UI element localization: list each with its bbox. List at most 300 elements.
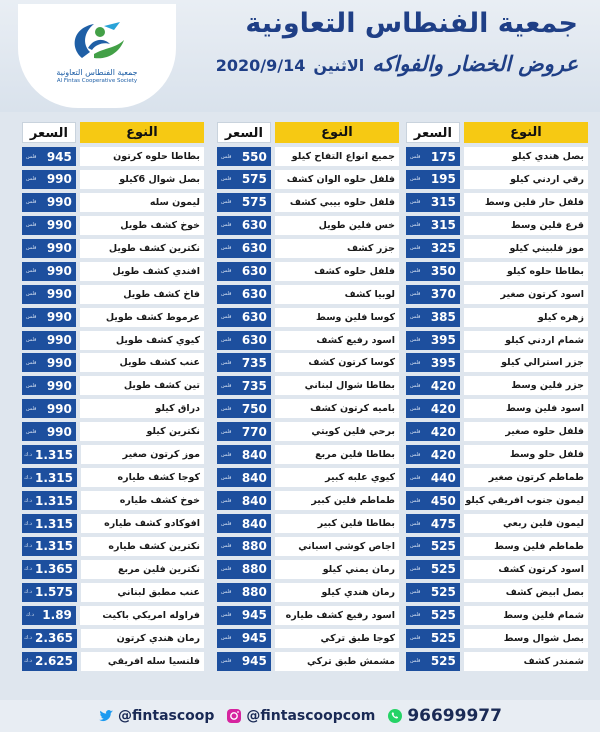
price-value: 630 bbox=[241, 287, 267, 302]
instagram-handle[interactable] bbox=[226, 708, 375, 724]
price-value: 990 bbox=[46, 378, 72, 393]
price-unit: فلس bbox=[221, 566, 232, 573]
item-name: اسود رفيع كشف bbox=[275, 331, 399, 350]
price-cell bbox=[217, 560, 271, 579]
item-name: كوسا كرتون كشف bbox=[275, 353, 399, 372]
type-header: النوع bbox=[275, 122, 399, 143]
price-row bbox=[217, 147, 399, 166]
item-name: عنب كشف طويل bbox=[80, 353, 204, 372]
price-cell bbox=[406, 216, 460, 235]
price-unit: فلس bbox=[221, 268, 232, 275]
item-name: خس فلين طويل bbox=[275, 216, 399, 235]
price-value: 735 bbox=[241, 378, 267, 393]
price-unit: د.ك bbox=[24, 451, 33, 458]
price-row bbox=[22, 629, 204, 648]
price-unit: د.ك bbox=[24, 543, 33, 550]
price-value: 525 bbox=[430, 631, 456, 646]
price-value: 630 bbox=[241, 310, 267, 325]
price-row bbox=[22, 376, 204, 395]
price-cell bbox=[406, 285, 460, 304]
item-name: اسود كرتون كشف bbox=[464, 560, 588, 579]
item-name: باميه كرتون كشف bbox=[275, 399, 399, 418]
price-row bbox=[22, 308, 204, 327]
price-row bbox=[22, 216, 204, 235]
price-unit: فلس bbox=[410, 474, 421, 481]
price-row bbox=[22, 606, 204, 625]
subtitle-date: 2020/9/14 bbox=[215, 56, 306, 75]
price-row bbox=[22, 285, 204, 304]
price-row bbox=[406, 147, 588, 166]
price-row bbox=[217, 262, 399, 281]
price-value: 195 bbox=[430, 172, 456, 187]
price-value: 945 bbox=[241, 608, 267, 623]
price-cell bbox=[22, 422, 76, 441]
price-unit: فلس bbox=[410, 658, 421, 665]
page-title: جمعية الفنطاس التعاونية bbox=[245, 8, 578, 39]
price-unit: فلس bbox=[221, 314, 232, 321]
price-value: 630 bbox=[241, 218, 267, 233]
item-name: ليمون جنوب افريقي كيلو bbox=[464, 491, 588, 510]
price-unit: د.ك bbox=[24, 658, 33, 665]
footer bbox=[0, 700, 600, 732]
price-cell bbox=[406, 560, 460, 579]
price-value: 1.315 bbox=[35, 516, 73, 531]
price-cell bbox=[217, 147, 271, 166]
price-unit: فلس bbox=[26, 382, 37, 389]
price-value: 525 bbox=[430, 654, 456, 669]
price-cell bbox=[217, 445, 271, 464]
price-row bbox=[217, 399, 399, 418]
item-name: موز فلبيني كيلو bbox=[464, 239, 588, 258]
price-unit: د.ك bbox=[24, 589, 33, 596]
item-name: كوجا طبق تركي bbox=[275, 629, 399, 648]
whatsapp-number[interactable] bbox=[387, 706, 502, 726]
price-cell bbox=[22, 239, 76, 258]
price-unit: فلس bbox=[410, 268, 421, 275]
item-name: بصل شوال 6كيلو bbox=[80, 170, 204, 189]
price-unit: فلس bbox=[221, 520, 232, 527]
price-row bbox=[217, 285, 399, 304]
price-row bbox=[217, 239, 399, 258]
price-row bbox=[22, 583, 204, 602]
item-name: برحي فلين كويتي bbox=[275, 422, 399, 441]
price-unit: فلس bbox=[410, 405, 421, 412]
price-unit: فلس bbox=[410, 612, 421, 619]
price-value: 315 bbox=[430, 195, 456, 210]
price-unit: فلس bbox=[26, 268, 37, 275]
item-name: شمام فلين وسط bbox=[464, 606, 588, 625]
item-name: مشمش طبق تركي bbox=[275, 652, 399, 671]
price-value: 990 bbox=[46, 333, 72, 347]
price-row bbox=[22, 422, 204, 441]
twitter-handle[interactable] bbox=[98, 708, 214, 724]
price-row bbox=[406, 262, 588, 281]
price-unit: فلس bbox=[221, 245, 232, 252]
price-value: 575 bbox=[241, 195, 267, 210]
price-value: 1.315 bbox=[35, 539, 73, 554]
item-name: لوبيا كشف bbox=[275, 285, 399, 304]
item-name: بطاطا فلين كبير bbox=[275, 514, 399, 533]
price-value: 525 bbox=[430, 608, 456, 623]
item-name: رقي اردني كيلو bbox=[464, 170, 588, 189]
price-cell bbox=[22, 629, 77, 648]
price-value: 2.365 bbox=[35, 631, 73, 646]
price-unit: فلس bbox=[26, 405, 37, 412]
price-row bbox=[217, 652, 399, 671]
item-name: موز كرتون صغير bbox=[81, 445, 204, 464]
price-row bbox=[217, 193, 399, 212]
price-value: 750 bbox=[241, 401, 267, 416]
price-cell bbox=[22, 285, 76, 304]
price-unit: فلس bbox=[221, 428, 232, 435]
price-value: 630 bbox=[241, 333, 267, 347]
price-value: 550 bbox=[241, 149, 267, 164]
price-value: 440 bbox=[430, 470, 456, 485]
price-unit: فلس bbox=[26, 291, 37, 298]
price-value: 840 bbox=[241, 447, 267, 462]
price-cell bbox=[22, 170, 76, 189]
item-name: كيوي علبه كبير bbox=[275, 468, 399, 487]
price-cell bbox=[217, 537, 271, 556]
price-unit: فلس bbox=[410, 291, 421, 298]
price-unit: فلس bbox=[221, 612, 232, 619]
price-value: 880 bbox=[241, 539, 267, 554]
item-name: افوكادو كشف طياره bbox=[81, 514, 204, 533]
price-value: 990 bbox=[46, 287, 72, 302]
price-row bbox=[406, 606, 588, 625]
price-row bbox=[406, 514, 588, 533]
price-unit: فلس bbox=[221, 222, 232, 229]
price-row bbox=[406, 468, 588, 487]
price-unit: فلس bbox=[26, 199, 37, 206]
price-value: 1.575 bbox=[35, 585, 73, 600]
price-value: 990 bbox=[46, 310, 72, 325]
price-unit: فلس bbox=[221, 451, 232, 458]
price-cell bbox=[22, 193, 76, 212]
price-row bbox=[406, 652, 588, 671]
item-name: فلفل حلوه بيبي كشف bbox=[275, 193, 399, 212]
price-column-1 bbox=[406, 122, 588, 675]
item-name: دراق كيلو bbox=[80, 399, 204, 418]
item-name: عرموط كشف طويل bbox=[80, 308, 204, 327]
price-unit: فلس bbox=[410, 199, 421, 206]
price-unit: فلس bbox=[221, 635, 232, 642]
price-row bbox=[406, 216, 588, 235]
price-unit: فلس bbox=[410, 589, 421, 596]
price-row bbox=[406, 170, 588, 189]
price-value: 840 bbox=[241, 493, 267, 508]
item-name: فلفل حلو وسط bbox=[464, 445, 588, 464]
price-row bbox=[406, 399, 588, 418]
price-cell bbox=[217, 262, 271, 281]
price-row bbox=[217, 170, 399, 189]
price-row bbox=[217, 491, 399, 510]
price-value: 420 bbox=[430, 401, 456, 416]
price-cell bbox=[22, 331, 76, 350]
price-cell bbox=[217, 376, 271, 395]
column-header bbox=[406, 122, 588, 143]
item-name: طماطم فلين كبير bbox=[275, 491, 399, 510]
price-cell bbox=[406, 170, 460, 189]
price-cell bbox=[217, 606, 271, 625]
item-name: فلنسيا سله افريقي bbox=[81, 652, 204, 671]
price-cell bbox=[406, 468, 460, 487]
price-cell bbox=[217, 308, 271, 327]
price-column-2 bbox=[217, 122, 399, 675]
price-unit: د.ك bbox=[24, 497, 33, 504]
price-row bbox=[217, 216, 399, 235]
header bbox=[0, 0, 600, 112]
item-name: كوجا كشف طياره bbox=[81, 468, 204, 487]
price-value: 630 bbox=[241, 264, 267, 279]
price-row bbox=[406, 376, 588, 395]
price-cell bbox=[217, 331, 271, 350]
price-cell bbox=[22, 468, 77, 487]
price-unit: فلس bbox=[26, 176, 37, 183]
item-name: رمان هندي كيلو bbox=[275, 583, 399, 602]
price-row bbox=[217, 629, 399, 648]
item-name: طماطم فلين وسط bbox=[464, 537, 588, 556]
type-header: النوع bbox=[464, 122, 588, 143]
price-value: 630 bbox=[241, 241, 267, 256]
price-unit: فلس bbox=[221, 291, 232, 298]
price-unit: فلس bbox=[410, 635, 421, 642]
item-name: كيوي كشف طويل bbox=[80, 331, 204, 350]
price-row bbox=[22, 331, 204, 350]
item-name: افندي كشف طويل bbox=[80, 262, 204, 281]
price-value: 990 bbox=[46, 172, 72, 187]
item-name: اسود رفيع كشف طياره bbox=[275, 606, 399, 625]
price-cell bbox=[406, 422, 460, 441]
price-value: 990 bbox=[46, 264, 72, 279]
price-column-3 bbox=[22, 122, 204, 675]
price-row bbox=[217, 560, 399, 579]
price-unit: فلس bbox=[410, 520, 421, 527]
item-name: عنب مطبق لبناني bbox=[81, 583, 204, 602]
price-row bbox=[217, 353, 399, 372]
price-cell bbox=[217, 468, 271, 487]
price-header: السعر bbox=[22, 122, 76, 143]
price-value: 1.315 bbox=[35, 470, 73, 485]
price-value: 2.625 bbox=[35, 654, 73, 669]
price-value: 880 bbox=[241, 585, 267, 600]
price-cell bbox=[22, 445, 77, 464]
price-row bbox=[22, 239, 204, 258]
price-value: 990 bbox=[46, 424, 72, 439]
price-cell bbox=[22, 262, 76, 281]
price-row bbox=[217, 376, 399, 395]
price-value: 945 bbox=[241, 631, 267, 646]
price-row bbox=[217, 445, 399, 464]
price-unit: د.ك bbox=[24, 520, 33, 527]
price-row bbox=[22, 353, 204, 372]
item-name: رمان هندي كرتون bbox=[81, 629, 204, 648]
price-unit: فلس bbox=[221, 153, 232, 160]
price-row bbox=[22, 399, 204, 418]
price-cell bbox=[217, 422, 271, 441]
price-value: 350 bbox=[430, 264, 456, 279]
price-row bbox=[22, 193, 204, 212]
price-header: السعر bbox=[217, 122, 271, 143]
price-cell bbox=[406, 491, 460, 510]
price-cell bbox=[217, 583, 271, 602]
price-cell bbox=[406, 583, 460, 602]
price-unit: فلس bbox=[26, 359, 37, 366]
price-unit: فلس bbox=[221, 176, 232, 183]
price-value: 840 bbox=[241, 516, 267, 531]
item-name: خوخ كشف طياره bbox=[81, 491, 204, 510]
item-name: نكترين فلين مربع bbox=[81, 560, 204, 579]
price-cell bbox=[406, 331, 460, 350]
price-row bbox=[22, 468, 204, 487]
phone-number-text: 96699977 bbox=[407, 706, 502, 726]
price-cell bbox=[217, 193, 271, 212]
price-value: 420 bbox=[430, 424, 456, 439]
logo-name-ar: جمعية الفنطاس التعاونية bbox=[56, 68, 138, 77]
price-cell bbox=[22, 583, 77, 602]
price-value: 990 bbox=[46, 195, 72, 210]
price-unit: فلس bbox=[410, 359, 421, 366]
logo bbox=[18, 4, 176, 108]
price-row bbox=[22, 514, 204, 533]
item-name: رمان يمني كيلو bbox=[275, 560, 399, 579]
price-row bbox=[217, 468, 399, 487]
item-name: جميع انواع التفاح كيلو bbox=[275, 147, 399, 166]
item-name: زهره كيلو bbox=[464, 308, 588, 327]
price-cell bbox=[217, 353, 271, 372]
price-unit: فلس bbox=[26, 222, 37, 229]
item-name: تين كشف طويل bbox=[80, 376, 204, 395]
item-name: كوسا فلين وسط bbox=[275, 308, 399, 327]
instagram-handle-text: @fintascoopcom bbox=[246, 708, 376, 724]
price-cell bbox=[406, 308, 460, 327]
item-name: فراوله امريكي باكيت bbox=[80, 606, 204, 625]
price-unit: فلس bbox=[410, 245, 421, 252]
price-row bbox=[406, 491, 588, 510]
item-name: شمندر كشف bbox=[464, 652, 588, 671]
price-value: 840 bbox=[241, 470, 267, 485]
price-cell bbox=[22, 491, 77, 510]
price-cell bbox=[22, 652, 77, 671]
price-value: 525 bbox=[430, 539, 456, 554]
price-cell bbox=[217, 514, 271, 533]
price-row bbox=[22, 652, 204, 671]
price-value: 945 bbox=[46, 149, 72, 164]
price-value: 475 bbox=[430, 516, 456, 531]
price-value: 990 bbox=[46, 401, 72, 416]
price-row bbox=[217, 537, 399, 556]
price-cell bbox=[22, 147, 76, 166]
item-name: نكترين كشف طياره bbox=[81, 537, 204, 556]
item-name: بصل ابيض كشف bbox=[464, 583, 588, 602]
item-name: بطاطا فلين مربع bbox=[275, 445, 399, 464]
price-unit: فلس bbox=[410, 337, 421, 343]
price-cell bbox=[406, 147, 460, 166]
price-value: 1.315 bbox=[35, 493, 73, 508]
item-name: طماطم كرتون صغير bbox=[464, 468, 588, 487]
item-name: فلفل حلوه كشف bbox=[275, 262, 399, 281]
price-row bbox=[22, 537, 204, 556]
item-name: فلفل حار فلين وسط bbox=[464, 193, 588, 212]
column-header bbox=[22, 122, 204, 143]
price-unit: فلس bbox=[221, 589, 232, 596]
price-value: 1.365 bbox=[35, 562, 73, 577]
price-row bbox=[406, 629, 588, 648]
price-cell bbox=[22, 399, 76, 418]
price-unit: فلس bbox=[410, 566, 421, 573]
price-cell bbox=[22, 514, 77, 533]
item-name: نكترين كيلو bbox=[80, 422, 204, 441]
price-unit: فلس bbox=[410, 382, 421, 389]
price-cell bbox=[217, 216, 271, 235]
item-name: اسود فلين وسط bbox=[464, 399, 588, 418]
price-cell bbox=[406, 537, 460, 556]
price-row bbox=[217, 514, 399, 533]
subtitle-day: الاثنين bbox=[313, 56, 365, 75]
price-row bbox=[22, 262, 204, 281]
price-unit: فلس bbox=[410, 176, 421, 183]
item-name: فاخ كشف طويل bbox=[80, 285, 204, 304]
item-name: بطاطا حلوه كرتون bbox=[80, 147, 204, 166]
price-unit: فلس bbox=[26, 245, 37, 252]
price-unit: د.ك bbox=[24, 566, 33, 573]
price-row bbox=[406, 193, 588, 212]
item-name: ليمون سله bbox=[80, 193, 204, 212]
twitter-handle-text: @fintascoop bbox=[118, 708, 215, 724]
price-unit: د.ك bbox=[26, 612, 34, 619]
price-cell bbox=[406, 399, 460, 418]
price-cell bbox=[217, 491, 271, 510]
price-unit: فلس bbox=[26, 153, 37, 160]
item-name: فلفل حلوه صغير bbox=[464, 422, 588, 441]
item-name: بصل هندي كيلو bbox=[464, 147, 588, 166]
price-value: 575 bbox=[241, 172, 267, 187]
item-name: جزر استرالي كيلو bbox=[464, 353, 588, 372]
price-cell bbox=[22, 560, 77, 579]
price-row bbox=[22, 491, 204, 510]
price-unit: فلس bbox=[410, 153, 421, 160]
price-cell bbox=[217, 170, 271, 189]
price-unit: فلس bbox=[410, 497, 421, 504]
item-name: شمام اردني كيلو bbox=[464, 331, 588, 350]
price-unit: فلس bbox=[221, 474, 232, 481]
price-cell bbox=[217, 652, 271, 671]
price-cell bbox=[406, 376, 460, 395]
price-value: 880 bbox=[241, 562, 267, 577]
price-cell bbox=[406, 193, 460, 212]
price-cell bbox=[217, 399, 271, 418]
price-unit: د.ك bbox=[24, 474, 33, 481]
price-unit: فلس bbox=[221, 382, 232, 389]
price-row bbox=[217, 422, 399, 441]
item-name: نكترين كشف طويل bbox=[80, 239, 204, 258]
price-unit: فلس bbox=[410, 314, 421, 321]
price-value: 450 bbox=[430, 493, 456, 508]
price-cell bbox=[22, 606, 76, 625]
price-cell bbox=[217, 629, 271, 648]
price-cell bbox=[22, 308, 76, 327]
price-cell bbox=[406, 514, 460, 533]
price-unit: فلس bbox=[26, 337, 37, 343]
price-row bbox=[217, 583, 399, 602]
price-value: 1.89 bbox=[42, 608, 72, 623]
price-cell bbox=[217, 239, 271, 258]
instagram-icon bbox=[226, 708, 242, 724]
price-value: 770 bbox=[241, 424, 267, 439]
price-unit: فلس bbox=[410, 428, 421, 435]
price-row bbox=[406, 331, 588, 350]
price-value: 325 bbox=[430, 241, 456, 256]
